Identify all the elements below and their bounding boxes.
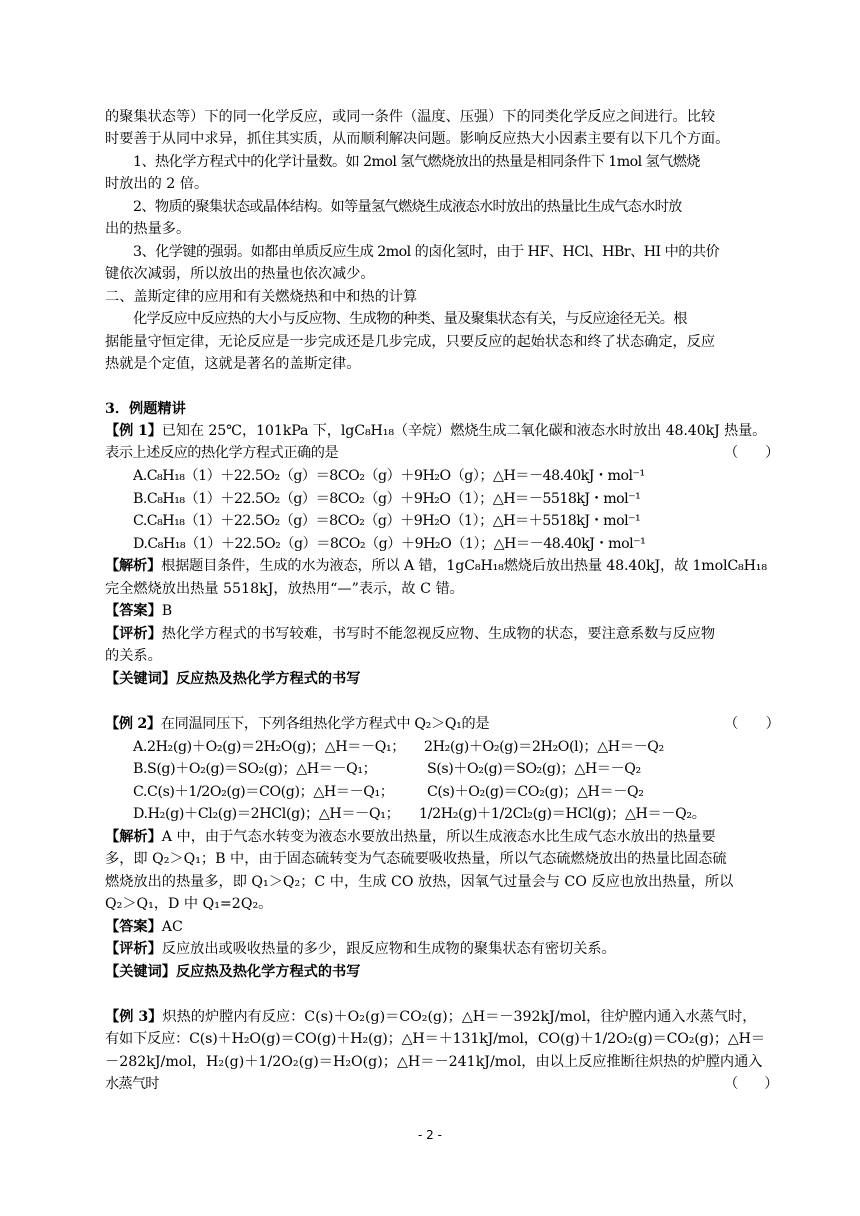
- intro-line-2: 时要善于从同中求异，抓住其实质，从而顺利解决问题。影响反应热大小因素主要有以下几个方面。: [105, 131, 730, 147]
- example-1-tag: 【例 1】: [105, 423, 162, 439]
- hess-law-line-2: 据能量守恒定律，无论反应是一步完成还是几步完成，只要反应的起始状态和终了状态确定，反应: [105, 334, 716, 350]
- example-2-analysis-line-1: [105, 826, 765, 848]
- example-2-option-c: [133, 781, 793, 803]
- example-2-option-b: [133, 758, 793, 780]
- example-1-option-a: A.C₈H₁₈（1）＋22.5O₂（g）＝8CO₂（g）＋9H₂O（g）；△H＝－48.40kJ・mol⁻¹: [133, 468, 645, 484]
- example-2-option-b-eq2: S(s)＋O₂(g)＝SO₂(g)；△H＝－Q₂: [427, 761, 641, 777]
- example-1-analysis-tag: 【解析】: [105, 558, 162, 574]
- example-3-answer-blank: （ ）: [724, 1076, 778, 1092]
- example-3-question-line-1: [105, 1006, 765, 1028]
- example-2-answer-value: AC: [161, 919, 183, 935]
- example-2-analysis-line-3: 燃烧放出的热量多，即 Q₁＞Q₂；C 中，生成 CO 放热，因氧气过量会与 CO 反应也放出热量，所以: [105, 874, 734, 890]
- section-2-heading: 二、盖斯定律的应用和有关燃烧热和中和热的计算: [105, 289, 418, 305]
- example-1-option-d: D.C₈H₁₈（1）＋22.5O₂（g）＝8CO₂（g）＋9H₂O（1）；△H＝－48.40kJ・mol⁻¹: [133, 536, 646, 552]
- example-1-comment-tag: 【评析】: [105, 626, 162, 642]
- factor-1-line-1: 1、热化学方程式中的化学计量数。如 2mol 氢气燃烧放出的热量是相同条件下 1mol 氢气燃烧: [133, 154, 700, 170]
- example-3-question-line-3: －282kJ/mol，H₂(g)＋1/2O₂(g)＝H₂O(g)；△H＝－241kJ/mol，由以上反应推断往炽热的炉膛内通入: [105, 1054, 763, 1070]
- section-3-heading: 3．例题精讲: [105, 401, 186, 417]
- example-2-answer-blank: （ ）: [724, 716, 780, 732]
- example-1-analysis-line-1: [105, 555, 765, 577]
- example-1-comment-text: 热化学方程式的书写较难，书写时不能忽视反应物、生成物的状态，要注意系数与反应物: [161, 626, 716, 642]
- example-2-comment-tag: 【评析】: [105, 941, 162, 957]
- example-1-analysis-line-2: 完全燃烧放出热量 5518kJ，放热用“—”表示，故 C 错。: [105, 581, 464, 597]
- example-2-tag: 【例 2】: [105, 716, 161, 732]
- example-3-question-text: 炽热的炉膛内有反应：C(s)＋O₂(g)＝CO₂(g)；△H＝－392kJ/mol，往炉膛内通入水蒸气时，: [162, 1009, 757, 1025]
- example-2-option-c-eq2: C(s)＋O₂(g)＝CO₂(g)；△H＝－Q₂: [427, 784, 644, 800]
- example-1-comment-line-1: [105, 623, 765, 645]
- example-2-comment: [105, 938, 765, 960]
- page-number: - 2 -: [418, 1128, 442, 1142]
- example-1-answer: [105, 600, 765, 622]
- example-1-keywords: 【关键词】反应热及热化学方程式的书写: [105, 671, 361, 687]
- example-2-option-d-eq1: D.H₂(g)＋Cl₂(g)＝2HCl(g)；△H＝－Q₁；: [133, 806, 400, 822]
- example-2-answer: [105, 916, 765, 938]
- factor-1-line-2: 时放出的 2 倍。: [105, 176, 209, 192]
- hess-law-line-1: 化学反应中反应热的大小与反应物、生成物的种类、量及聚集状态有关，与反应途径无关。根: [133, 311, 687, 327]
- example-2-option-a-eq2: 2H₂(g)＋O₂(g)＝2H₂O(l)；△H＝－Q₂: [424, 739, 664, 755]
- example-2-question: [105, 713, 780, 735]
- example-2-option-d: [133, 803, 793, 825]
- hess-law-line-3: 热就是个定值，这就是著名的盖斯定律。: [105, 356, 361, 372]
- example-2-option-b-eq1: B.S(g)＋O₂(g)＝SO₂(g)；△H＝－Q₁；: [133, 761, 377, 777]
- example-2-option-a: [133, 736, 793, 758]
- example-1-analysis-text: 根据题目条件，生成的水为液态，所以 A 错，1gC₈H₁₈燃烧后放出热量 48.40kJ，故 1molC₈H₁₈: [161, 558, 767, 574]
- example-2-answer-tag: 【答案】: [105, 919, 162, 935]
- example-1-question-text-2: 表示上述反应的热化学方程式正确的是: [105, 445, 339, 461]
- example-1-option-b: B.C₈H₁₈（1）＋22.5O₂（g）＝8CO₂（g）＋9H₂O（1）；△H＝－5518kJ・mol⁻¹: [133, 491, 641, 507]
- example-3-question-text-4: 水蒸气时: [105, 1076, 159, 1092]
- example-1-comment-line-2: 的关系。: [105, 648, 162, 664]
- factor-2-line-1: 2、物质的聚集状态或晶体结构。如等量氢气燃烧生成液态水时放出的热量比生成气态水时放: [133, 199, 682, 215]
- factor-3-line-1: 3、化学键的强弱。如都由单质反应生成 2mol 的卤化氢时，由于 HF、HCl、HBr、HI 中的共价: [133, 244, 720, 260]
- example-1-question-line-1: [105, 420, 765, 442]
- example-3-question-line-2: 有如下反应：C(s)＋H₂O(g)＝CO(g)＋H₂(g)；△H＝＋131kJ/mol，CO(g)＋1/2O₂(g)＝CO₂(g)；△H＝: [105, 1031, 765, 1047]
- intro-line-1: 的聚集状态等）下的同一化学反应，或同一条件（温度、压强）下的同类化学反应之间进行。比较: [105, 109, 716, 125]
- example-2-question-text: 在同温同压下，下列各组热化学方程式中 Q₂＞Q₁的是: [160, 716, 490, 732]
- example-2-comment-text: 反应放出或吸收热量的多少，跟反应物和生成物的聚集状态有密切关系。: [161, 941, 616, 957]
- example-2-analysis-line-2: 多，即 Q₂＞Q₁；B 中，由于固态硫转变为气态硫要吸收热量，所以气态硫燃烧放出的热量比固态硫: [105, 851, 727, 867]
- example-2-keywords: 【关键词】反应热及热化学方程式的书写: [105, 964, 361, 980]
- example-1-option-c: C.C₈H₁₈（1）＋22.5O₂（g）＝8CO₂（g）＋9H₂O（1）；△H＝＋5518kJ・mol⁻¹: [133, 513, 641, 529]
- example-3-tag: 【例 3】: [105, 1009, 163, 1025]
- factor-2-line-2: 出的热量多。: [105, 221, 191, 237]
- example-1-question-text: 已知在 25℃，101kPa 下，lgC₈H₁₈（辛烷）燃烧生成二氧化碳和液态水时放出 48.40kJ 热量。: [161, 423, 767, 439]
- example-1-question-line-2: [105, 442, 779, 464]
- example-2-option-d-eq2: 1/2H₂(g)＋1/2Cl₂(g)＝HCl(g)；△H＝－Q₂。: [419, 806, 706, 822]
- example-2-option-c-eq1: C.C(s)＋1/2O₂(g)＝CO(g)；△H＝－Q₁；: [133, 784, 394, 800]
- example-1-answer-tag: 【答案】: [105, 603, 162, 619]
- example-2-analysis-text: A 中，由于气态水转变为液态水要放出热量，所以生成液态水比生成气态水放出的热量要: [161, 829, 716, 845]
- example-2-analysis-tag: 【解析】: [105, 829, 162, 845]
- example-1-answer-blank: （ ）: [724, 445, 779, 461]
- example-2-analysis-line-4: Q₂＞Q₁，D 中 Q₁=2Q₂。: [105, 896, 273, 912]
- factor-3-line-2: 键依次减弱，所以放出的热量也依次减少。: [105, 266, 375, 282]
- example-3-question-line-4: [105, 1073, 778, 1095]
- example-2-option-a-eq1: A.2H₂(g)＋O₂(g)＝2H₂O(g)；△H＝－Q₁；: [133, 739, 406, 755]
- example-1-answer-value: B: [161, 603, 173, 619]
